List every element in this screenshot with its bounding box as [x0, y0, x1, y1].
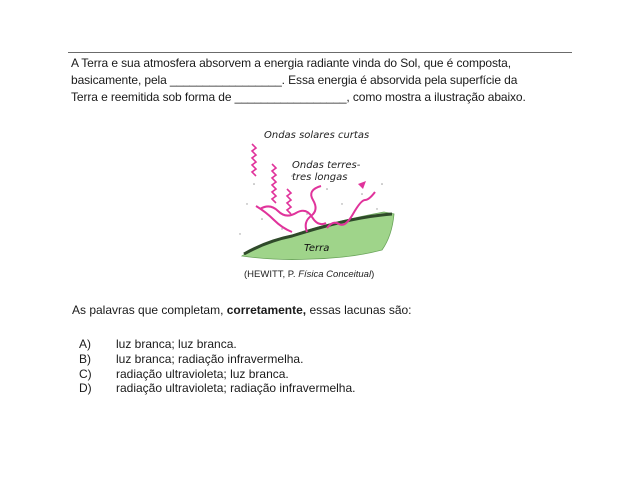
option-letter: B) — [79, 351, 91, 366]
answer-options — [79, 337, 355, 396]
label-long-waves-1: Ondas terres- — [292, 160, 361, 171]
option-c[interactable] — [79, 367, 355, 382]
option-text: radiação ultravioleta; luz branca. — [116, 366, 289, 381]
intro-paragraph — [71, 55, 569, 106]
option-b[interactable] — [79, 352, 355, 367]
caption-title: Física Conceitual — [298, 269, 372, 280]
question-prompt — [72, 303, 412, 317]
option-d[interactable] — [79, 381, 355, 396]
option-a[interactable] — [79, 337, 355, 352]
intro-line-1: A Terra e sua atmosfera absorvem a energia radiante vinda do Sol, que é composta, — [71, 56, 511, 70]
wave-arrowhead — [358, 181, 366, 189]
label-long-waves-2: tres longas — [292, 172, 348, 183]
caption-prefix: (HEWITT, P. — [244, 269, 299, 280]
intro-line-3: Terra e reemitida sob forma de _________________, como mostra a ilustração abaixo. — [71, 90, 526, 104]
label-short-waves: Ondas solares curtas — [264, 130, 370, 141]
option-text: luz branca; radiação infravermelha. — [116, 351, 304, 366]
question-emphasis: corretamente, — [226, 303, 307, 317]
option-letter: A) — [79, 337, 91, 351]
intro-line-2: basicamente, pela _________________. Essa energia é absorvida pela superfície da — [71, 73, 518, 87]
option-text: radiação ultravioleta; radiação infravermelha. — [116, 381, 356, 396]
top-rule — [68, 52, 572, 53]
radiation-illustration — [232, 124, 402, 274]
label-earth: Terra — [304, 243, 330, 254]
short-solar-waves — [252, 144, 291, 214]
question-suffix: essas lacunas são: — [306, 303, 412, 317]
figure-caption — [244, 269, 374, 280]
option-text: luz branca; luz branca. — [116, 337, 237, 351]
option-letter: C) — [79, 366, 92, 381]
caption-suffix: ) — [371, 269, 375, 280]
question-prefix: As palavras que completam, — [72, 303, 227, 317]
option-letter: D) — [79, 381, 92, 396]
